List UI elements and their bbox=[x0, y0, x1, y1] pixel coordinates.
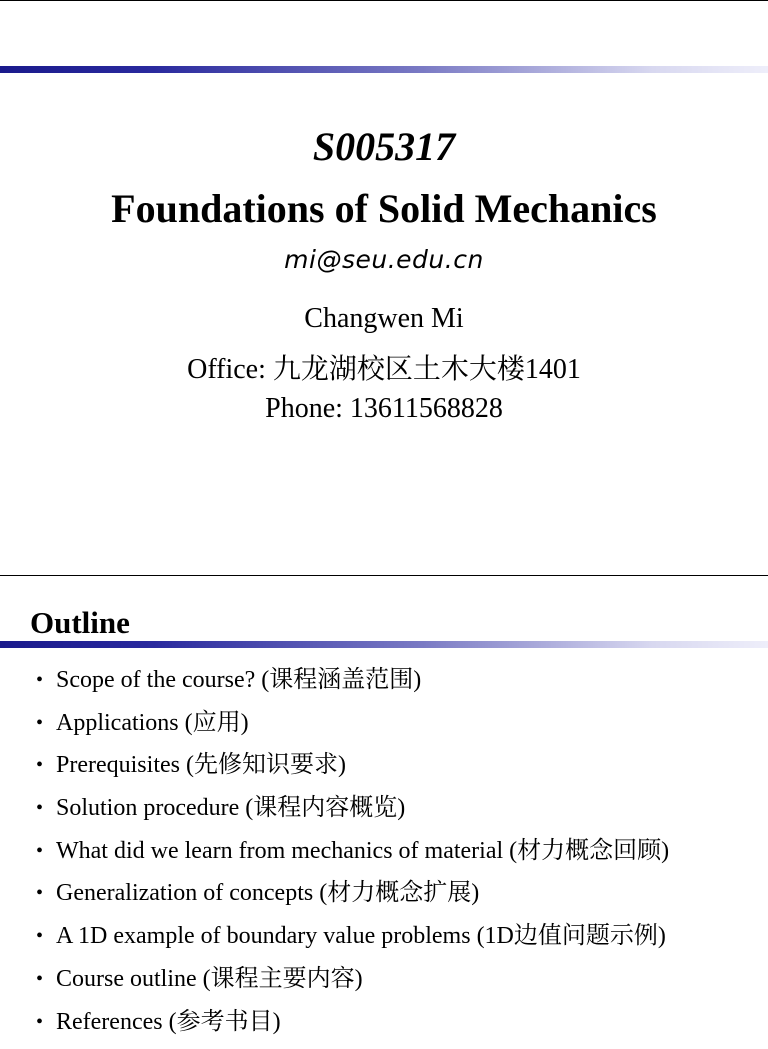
outline-item-text: A 1D example of boundary value problems (1D边值问题示例) bbox=[56, 921, 666, 951]
phone-number: Phone: 13611568828 bbox=[0, 393, 768, 425]
bullet-icon: • bbox=[36, 921, 56, 951]
course-title: Foundations of Solid Mechanics bbox=[0, 185, 768, 232]
outline-title: Outline bbox=[30, 605, 130, 641]
instructor-email: mi@seu.edu.cn bbox=[0, 245, 768, 274]
bullet-icon: • bbox=[36, 750, 56, 780]
outline-item bbox=[36, 793, 669, 836]
bullet-icon: • bbox=[36, 964, 56, 994]
outline-item-text: Solution procedure (课程内容概览) bbox=[56, 793, 405, 823]
outline-item bbox=[36, 750, 669, 793]
outline-slide bbox=[0, 577, 768, 1024]
instructor-name: Changwen Mi bbox=[0, 303, 768, 335]
outline-item-text: Applications (应用) bbox=[56, 708, 249, 738]
outline-item bbox=[36, 921, 669, 964]
bullet-icon: • bbox=[36, 793, 56, 823]
outline-item bbox=[36, 1007, 669, 1049]
bullet-icon: • bbox=[36, 1007, 56, 1037]
outline-item bbox=[36, 964, 669, 1007]
outline-item-text: Course outline (课程主要内容) bbox=[56, 964, 363, 994]
outline-item-text: Prerequisites (先修知识要求) bbox=[56, 750, 346, 780]
bullet-icon: • bbox=[36, 708, 56, 738]
bullet-icon: • bbox=[36, 836, 56, 866]
outline-item bbox=[36, 878, 669, 921]
outline-item-text: What did we learn from mechanics of material (材力概念回顾) bbox=[56, 836, 669, 866]
outline-item bbox=[36, 665, 669, 708]
outline-accent-bar bbox=[0, 641, 768, 648]
outline-item-text: Scope of the course? (课程涵盖范围) bbox=[56, 665, 421, 695]
outline-item-text: References (参考书目) bbox=[56, 1007, 281, 1037]
outline-item-text: Generalization of concepts (材力概念扩展) bbox=[56, 878, 479, 908]
outline-item bbox=[36, 708, 669, 751]
office-location: Office: 九龙湖校区土木大楼1401 bbox=[0, 347, 768, 387]
bullet-icon: • bbox=[36, 665, 56, 695]
title-accent-bar bbox=[0, 66, 768, 73]
course-code: S005317 bbox=[0, 123, 768, 170]
outline-item bbox=[36, 836, 669, 879]
bullet-icon: • bbox=[36, 878, 56, 908]
outline-list bbox=[36, 665, 669, 1049]
